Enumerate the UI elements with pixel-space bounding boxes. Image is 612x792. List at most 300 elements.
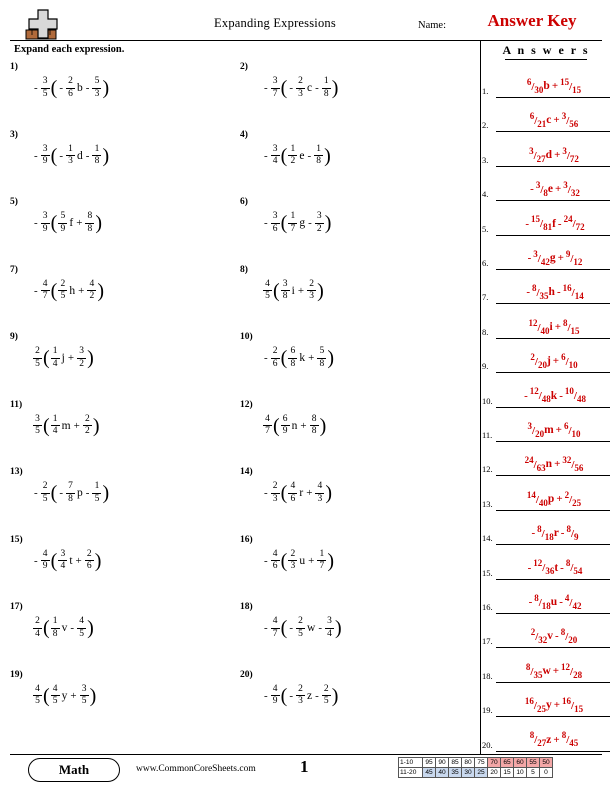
answer-fraction: $^8/_{20}$ bbox=[560, 627, 578, 646]
term-fraction: $\frac{5}{8}$ bbox=[317, 347, 326, 369]
answer-value: $^2/_{20}$ j + $^6/_{10}$ bbox=[530, 352, 578, 371]
answer-index: 18. bbox=[482, 670, 493, 681]
variable: f bbox=[69, 217, 74, 229]
answer-value: $^{12}/_{40}$ i + $^8/_{15}$ bbox=[528, 317, 580, 336]
problem-expression: $\frac{4}{5}$ ( $\frac{4}{5}$ y + $\frac{3}{5}$ ) bbox=[32, 666, 96, 726]
problem-number: 9) bbox=[10, 332, 18, 342]
problem-number: 20) bbox=[240, 669, 253, 680]
answer-fraction: $^8/_{54}$ bbox=[565, 558, 583, 577]
outer-fraction: $\frac{3}{5}$ bbox=[41, 77, 50, 99]
answer-variable: f bbox=[552, 217, 556, 230]
answer-row bbox=[482, 511, 610, 545]
problem-item bbox=[10, 58, 225, 120]
answer-fraction: $^{14}/_{40}$ bbox=[526, 489, 548, 508]
variable: z bbox=[307, 689, 313, 702]
answer-variable: t bbox=[554, 561, 559, 574]
answer-fraction: $^8/_{35}$ bbox=[525, 661, 543, 680]
answer-value: $^6/_{21}$ c + $^3/_{56}$ bbox=[529, 111, 579, 130]
variable: v bbox=[61, 622, 68, 634]
variable: d bbox=[77, 149, 83, 162]
variable: i bbox=[291, 284, 295, 297]
variable: u bbox=[299, 554, 306, 567]
variable: b bbox=[77, 82, 83, 94]
term-fraction: $\frac{2}{3}$ bbox=[307, 280, 316, 302]
answer-value: - $^3/_8$ e + $^3/_{32}$ bbox=[530, 180, 580, 199]
answer-index: 1. bbox=[482, 86, 489, 96]
problem-item bbox=[10, 328, 225, 390]
term-fraction: $\frac{6}{9}$ bbox=[281, 415, 290, 437]
answer-index: 15. bbox=[482, 567, 493, 578]
answer-value: $^{24}/_{63}$ n + $^{32}/_{56}$ bbox=[524, 455, 584, 474]
score-cell: 85 bbox=[449, 758, 462, 768]
outer-fraction: $\frac{3}{6}$ bbox=[271, 212, 280, 234]
outer-fraction: $\frac{2}{5}$ bbox=[41, 482, 50, 504]
score-cell: 90 bbox=[436, 758, 449, 768]
answer-value: - $^8/_{18}$ r - $^8/_9$ bbox=[531, 524, 579, 543]
answer-value: $^3/_{27}$ d + $^3/_{72}$ bbox=[529, 145, 579, 164]
answer-fraction: $^{12}/_{48}$ bbox=[529, 386, 551, 405]
answer-index: 11. bbox=[482, 430, 493, 440]
name-label: Name: bbox=[418, 20, 446, 31]
problem-expression: - $\frac{3}{5}$ ( - $\frac{2}{6}$ b - $\frac{5}{3}$ ) bbox=[34, 76, 110, 99]
score-cell: 35 bbox=[449, 768, 462, 778]
answer-index: 5. bbox=[482, 223, 489, 234]
variable: y bbox=[61, 689, 68, 702]
variable: w bbox=[307, 622, 316, 634]
answer-row bbox=[482, 683, 610, 717]
answers-heading-underline bbox=[505, 59, 587, 60]
problem-expression: - $\frac{2}{5}$ ( - $\frac{7}{8}$ p - $\frac{1}{5}$ ) bbox=[34, 481, 110, 504]
variable: n bbox=[291, 419, 298, 432]
term-fraction: $\frac{4}{5}$ bbox=[51, 685, 60, 707]
outer-fraction: $\frac{2}{4}$ bbox=[33, 617, 42, 639]
problem-item bbox=[240, 328, 455, 390]
answers-heading: A n s w e r s bbox=[502, 43, 590, 57]
answer-variable: e bbox=[547, 183, 553, 196]
problem-expression: - $\frac{4}{9}$ ( - $\frac{2}{3}$ z - $\frac{2}{5}$ ) bbox=[264, 683, 339, 707]
answer-list bbox=[482, 64, 610, 754]
answer-variable: g bbox=[549, 251, 556, 264]
problem-expression: - $\frac{3}{6}$ ( $\frac{1}{7}$ g - $\frac{3}{2}$ ) bbox=[264, 211, 332, 234]
answer-variable: i bbox=[549, 320, 553, 333]
term-fraction: $\frac{1}{5}$ bbox=[92, 482, 101, 504]
answer-row bbox=[482, 167, 610, 201]
answer-row bbox=[482, 718, 610, 752]
problem-item bbox=[10, 261, 225, 323]
answer-fraction: $^8/_{45}$ bbox=[561, 730, 579, 749]
term-fraction: $\frac{4}{2}$ bbox=[87, 280, 96, 302]
answer-variable: c bbox=[546, 114, 552, 127]
problem-number: 19) bbox=[10, 669, 23, 680]
score-cell: 70 bbox=[488, 758, 501, 768]
answer-row bbox=[482, 270, 610, 304]
outer-fraction: $\frac{4}{9}$ bbox=[41, 550, 50, 572]
answer-index: 4. bbox=[482, 189, 489, 200]
answer-fraction: $^3/_{42}$ bbox=[533, 248, 550, 267]
answer-fraction: $^3/_{32}$ bbox=[563, 180, 580, 199]
answer-index: 14. bbox=[482, 533, 493, 544]
score-cell: 25 bbox=[475, 768, 488, 778]
term-fraction: $\frac{2}{6}$ bbox=[85, 550, 94, 572]
term-fraction: $\frac{2}{3}$ bbox=[296, 685, 305, 707]
term-fraction: $\frac{1}{4}$ bbox=[51, 415, 60, 437]
term-fraction: $\frac{2}{2}$ bbox=[83, 415, 92, 437]
answer-column-divider bbox=[480, 40, 481, 754]
term-fraction: $\frac{2}{3}$ bbox=[288, 550, 297, 572]
answer-variable: j bbox=[546, 355, 551, 368]
variable: h bbox=[69, 284, 76, 297]
answer-fraction: $^8/_{35}$ bbox=[531, 283, 549, 302]
answer-row bbox=[482, 649, 610, 683]
problem-item bbox=[10, 126, 225, 188]
score-cell: 60 bbox=[514, 758, 527, 768]
term-fraction: $\frac{4}{3}$ bbox=[315, 482, 324, 504]
answer-row bbox=[482, 408, 610, 442]
outer-fraction: $\frac{4}{5}$ bbox=[33, 685, 42, 707]
problem-expression: $\frac{2}{4}$ ( $\frac{1}{8}$ v - $\frac{4}{5}$ ) bbox=[32, 598, 94, 658]
answer-row bbox=[482, 580, 610, 614]
answer-value: - $^8/_{18}$ u - $^4/_{42}$ bbox=[528, 592, 582, 611]
answer-value: $^3/_{20}$ m + $^6/_{10}$ bbox=[527, 420, 581, 439]
answer-index: 2. bbox=[482, 120, 489, 131]
problem-item bbox=[240, 396, 455, 458]
problem-expression: $\frac{2}{5}$ ( $\frac{1}{4}$ j + $\frac{3}{2}$ ) bbox=[32, 328, 94, 388]
answer-value: $^6/_{30}$ b + $^{15}/_{15}$ bbox=[526, 76, 582, 95]
problem-expression: - $\frac{2}{3}$ ( $\frac{4}{6}$ r + $\frac{4}{3}$ ) bbox=[264, 481, 333, 504]
outer-fraction: $\frac{2}{3}$ bbox=[271, 482, 280, 504]
answer-fraction: $^{12}/_{36}$ bbox=[533, 558, 555, 577]
answer-value: - $^3/_{42}$ g + $^9/_{12}$ bbox=[527, 248, 583, 267]
problem-item bbox=[240, 126, 455, 188]
answer-fraction: $^6/_{30}$ bbox=[526, 76, 544, 95]
problem-number: 6) bbox=[240, 197, 248, 207]
answer-value: $^8/_{35}$ w + $^{12}/_{28}$ bbox=[525, 661, 583, 680]
answer-index: 17. bbox=[482, 636, 493, 647]
answer-variable: d bbox=[545, 148, 553, 161]
answer-fraction: $^{10}/_{48}$ bbox=[564, 386, 586, 405]
answer-fraction: $^3/_{27}$ bbox=[529, 145, 546, 164]
answer-fraction: $^{15}/_{81}$ bbox=[531, 214, 553, 233]
score-cell: 50 bbox=[540, 758, 553, 768]
problem-expression: - $\frac{4}{7}$ ( - $\frac{2}{5}$ w - $\frac{3}{4}$ ) bbox=[264, 616, 342, 639]
problem-number: 1) bbox=[10, 62, 18, 72]
answer-value: $^{14}/_{40}$ p + $^2/_{25}$ bbox=[526, 489, 582, 508]
score-cell: 75 bbox=[475, 758, 488, 768]
term-fraction: $\frac{3}{4}$ bbox=[325, 617, 334, 639]
outer-fraction: $\frac{4}{7}$ bbox=[263, 415, 272, 437]
page-header bbox=[10, 8, 602, 42]
answer-index: 16. bbox=[482, 602, 493, 612]
term-fraction: $\frac{1}{8}$ bbox=[322, 77, 331, 99]
problem-item bbox=[240, 598, 455, 660]
problem-number: 5) bbox=[10, 197, 18, 207]
score-cell: 95 bbox=[423, 758, 436, 768]
term-fraction: $\frac{1}{8}$ bbox=[92, 145, 101, 167]
score-cell: 5 bbox=[527, 768, 540, 778]
score-range-label: 1-10 bbox=[399, 758, 423, 768]
answer-fraction: $^9/_{12}$ bbox=[565, 248, 583, 267]
score-cell: 40 bbox=[436, 768, 449, 778]
answer-value: - $^{12}/_{48}$ k - $^{10}/_{48}$ bbox=[524, 386, 586, 405]
score-cell: 10 bbox=[514, 768, 527, 778]
answer-row bbox=[482, 236, 610, 270]
term-fraction: $\frac{2}{5}$ bbox=[296, 617, 305, 639]
problem-item bbox=[10, 666, 225, 728]
answer-variable: k bbox=[550, 389, 558, 402]
answer-variable: w bbox=[542, 664, 551, 677]
problem-expression: - $\frac{4}{6}$ ( $\frac{2}{3}$ u + $\frac{1}{7}$ ) bbox=[264, 548, 334, 572]
answer-variable: y bbox=[545, 699, 552, 712]
problem-number: 2) bbox=[240, 62, 248, 72]
term-fraction: $\frac{3}{8}$ bbox=[281, 280, 290, 302]
answer-row bbox=[482, 98, 610, 132]
answer-fraction: $^6/_{21}$ bbox=[529, 111, 547, 130]
term-fraction: $\frac{6}{8}$ bbox=[288, 347, 297, 369]
variable: c bbox=[307, 82, 313, 94]
problem-item bbox=[10, 463, 225, 525]
score-cell: 30 bbox=[462, 768, 475, 778]
answer-line bbox=[496, 751, 610, 752]
problem-number: 14) bbox=[240, 467, 253, 477]
score-cell: 45 bbox=[423, 768, 436, 778]
term-fraction: $\frac{5}{9}$ bbox=[58, 212, 67, 234]
term-fraction: $\frac{2}{5}$ bbox=[58, 280, 67, 302]
answer-variable: r bbox=[553, 527, 559, 540]
answer-fraction: $^3/_8$ bbox=[535, 180, 548, 199]
answer-row bbox=[482, 133, 610, 167]
outer-fraction: $\frac{3}{7}$ bbox=[271, 77, 280, 99]
answer-row bbox=[482, 477, 610, 511]
term-fraction: $\frac{1}{4}$ bbox=[51, 347, 60, 369]
answer-variable: p bbox=[547, 492, 555, 505]
problem-number: 18) bbox=[240, 602, 253, 612]
answer-value: $^8/_{27}$ z + $^8/_{45}$ bbox=[529, 730, 579, 749]
header-divider bbox=[10, 40, 602, 41]
answer-fraction: $^3/_{20}$ bbox=[527, 420, 545, 439]
term-fraction: $\frac{4}{6}$ bbox=[288, 482, 297, 504]
score-cell: 55 bbox=[527, 758, 540, 768]
score-cell: 20 bbox=[488, 768, 501, 778]
answer-fraction: $^3/_{56}$ bbox=[561, 111, 579, 130]
math-plus-ruler-logo-icon bbox=[24, 8, 88, 42]
problem-expression: - $\frac{4}{7}$ ( $\frac{2}{5}$ h + $\frac{4}{2}$ ) bbox=[34, 278, 104, 302]
outer-fraction: $\frac{2}{6}$ bbox=[271, 347, 280, 369]
score-cell: 0 bbox=[540, 768, 553, 778]
term-fraction: $\frac{2}{5}$ bbox=[322, 685, 331, 707]
answer-variable: n bbox=[545, 458, 553, 471]
variable: m bbox=[61, 419, 71, 432]
answer-index: 7. bbox=[482, 292, 489, 303]
term-fraction: $\frac{1}{7}$ bbox=[288, 212, 297, 234]
answer-fraction: $^8/_{15}$ bbox=[562, 317, 580, 336]
answer-fraction: $^{12}/_{40}$ bbox=[528, 317, 550, 336]
problem-number: 13) bbox=[10, 467, 23, 477]
score-cell: 65 bbox=[501, 758, 514, 768]
problem-item bbox=[240, 58, 455, 120]
term-fraction: $\frac{4}{5}$ bbox=[77, 617, 86, 639]
term-fraction: $\frac{3}{2}$ bbox=[315, 212, 324, 234]
problem-item bbox=[10, 396, 225, 458]
outer-fraction: $\frac{4}{7}$ bbox=[271, 617, 280, 639]
answer-variable: u bbox=[550, 595, 558, 608]
website-url: www.CommonCoreSheets.com bbox=[136, 764, 256, 774]
problem-item bbox=[10, 193, 225, 255]
variable: k bbox=[299, 352, 306, 364]
outer-fraction: $\frac{4}{6}$ bbox=[271, 550, 280, 572]
term-fraction: $\frac{7}{8}$ bbox=[66, 482, 75, 504]
answer-index: 6. bbox=[482, 258, 489, 268]
problem-expression: $\frac{3}{5}$ ( $\frac{1}{4}$ m + $\frac{2}{2}$ ) bbox=[32, 396, 100, 456]
answer-fraction: $^6/_{10}$ bbox=[563, 420, 581, 439]
answer-row bbox=[482, 374, 610, 408]
score-range-label: 11-20 bbox=[399, 768, 423, 778]
outer-fraction: $\frac{4}{7}$ bbox=[41, 280, 50, 302]
answer-row bbox=[482, 442, 610, 476]
answer-index: 10. bbox=[482, 395, 493, 406]
page-title: Expanding Expressions bbox=[214, 16, 336, 30]
answer-value: $^2/_{32}$ v - $^8/_{20}$ bbox=[530, 627, 578, 646]
problem-item bbox=[240, 531, 455, 593]
answer-fraction: $^{24}/_{72}$ bbox=[563, 214, 585, 233]
term-fraction: $\frac{1}{2}$ bbox=[288, 145, 297, 167]
problem-item bbox=[10, 598, 225, 660]
problem-number: 8) bbox=[240, 264, 248, 275]
term-fraction: $\frac{2}{3}$ bbox=[296, 77, 305, 99]
answer-fraction: $^8/_9$ bbox=[566, 524, 579, 543]
problem-number: 15) bbox=[10, 534, 23, 545]
variable: g bbox=[299, 217, 306, 229]
footer-divider bbox=[10, 754, 602, 755]
answer-fraction: $^{16}/_{25}$ bbox=[524, 696, 546, 715]
answer-fraction: $^2/_{20}$ bbox=[530, 352, 547, 371]
problem-expression: - $\frac{3}{4}$ ( $\frac{1}{2}$ e - $\frac{1}{8}$ ) bbox=[264, 143, 331, 167]
answer-variable: z bbox=[546, 733, 552, 746]
term-fraction: $\frac{8}{8}$ bbox=[85, 212, 94, 234]
answer-fraction: $^8/_{18}$ bbox=[534, 592, 551, 611]
answer-fraction: $^4/_{42}$ bbox=[564, 592, 582, 611]
outer-fraction: $\frac{3}{9}$ bbox=[41, 145, 50, 167]
answer-value: - $^8/_{35}$ h - $^{16}/_{14}$ bbox=[526, 283, 584, 302]
answer-fraction: $^{24}/_{63}$ bbox=[524, 455, 546, 474]
subject-badge: Math bbox=[28, 758, 120, 782]
problem-number: 17) bbox=[10, 602, 23, 612]
variable: t bbox=[69, 554, 73, 567]
answer-index: 8. bbox=[482, 326, 489, 337]
problem-item bbox=[10, 531, 225, 593]
answer-row bbox=[482, 305, 610, 339]
variable: j bbox=[61, 352, 65, 364]
outer-fraction: $\frac{3}{9}$ bbox=[41, 212, 50, 234]
answer-row bbox=[482, 614, 610, 648]
answer-key-label: Answer Key bbox=[487, 11, 577, 30]
score-table bbox=[398, 757, 553, 778]
answer-index: 3. bbox=[482, 154, 489, 165]
term-fraction: $\frac{1}{8}$ bbox=[314, 145, 323, 167]
problem-list bbox=[10, 58, 460, 748]
problem-number: 16) bbox=[240, 534, 253, 545]
term-fraction: $\frac{5}{3}$ bbox=[92, 77, 101, 99]
variable: e bbox=[299, 149, 305, 162]
term-fraction: $\frac{8}{8}$ bbox=[310, 415, 319, 437]
answer-value: $^{16}/_{25}$ y + $^{16}/_{15}$ bbox=[524, 696, 584, 715]
answer-variable: m bbox=[544, 423, 554, 436]
problem-number: 4) bbox=[240, 129, 248, 140]
outer-fraction: $\frac{2}{5}$ bbox=[33, 347, 42, 369]
term-fraction: $\frac{2}{6}$ bbox=[66, 77, 75, 99]
variable: r bbox=[299, 487, 304, 499]
answer-row bbox=[482, 339, 610, 373]
term-fraction: $\frac{3}{2}$ bbox=[77, 347, 86, 369]
problem-expression: $\frac{4}{7}$ ( $\frac{6}{9}$ n + $\frac{8}{8}$ ) bbox=[262, 396, 326, 456]
answer-fraction: $^{16}/_{15}$ bbox=[562, 696, 584, 715]
outer-fraction: $\frac{3}{4}$ bbox=[271, 145, 280, 167]
variable: p bbox=[77, 487, 83, 499]
answer-fraction: $^{15}/_{15}$ bbox=[560, 76, 582, 95]
answer-fraction: $^2/_{32}$ bbox=[530, 627, 548, 646]
page-number: 1 bbox=[300, 757, 309, 776]
answer-variable: b bbox=[543, 79, 550, 92]
term-fraction: $\frac{3}{5}$ bbox=[80, 685, 89, 707]
answer-fraction: $^{12}/_{28}$ bbox=[561, 661, 583, 680]
answer-fraction: $^8/_{27}$ bbox=[529, 730, 547, 749]
outer-fraction: $\frac{4}{5}$ bbox=[263, 280, 272, 302]
score-cell: 80 bbox=[462, 758, 475, 768]
problem-item bbox=[240, 261, 455, 323]
outer-fraction: $\frac{4}{9}$ bbox=[271, 685, 280, 707]
answer-fraction: $^6/_{10}$ bbox=[561, 352, 578, 371]
problem-item bbox=[240, 666, 455, 728]
answer-variable: h bbox=[548, 286, 555, 299]
answer-variable: v bbox=[547, 630, 554, 643]
term-fraction: $\frac{1}{8}$ bbox=[51, 617, 60, 639]
score-cell: 15 bbox=[501, 768, 514, 778]
answer-index: 13. bbox=[482, 498, 493, 509]
term-fraction: $\frac{1}{7}$ bbox=[317, 550, 326, 572]
problem-expression: - $\frac{3}{7}$ ( - $\frac{2}{3}$ c - $\frac{1}{8}$ ) bbox=[264, 76, 339, 99]
problem-number: 7) bbox=[10, 264, 18, 275]
term-fraction: $\frac{3}{4}$ bbox=[58, 550, 67, 572]
problem-number: 10) bbox=[240, 332, 253, 342]
answer-fraction: $^3/_{72}$ bbox=[562, 145, 579, 164]
answer-index: 19. bbox=[482, 705, 493, 716]
outer-fraction: $\frac{3}{5}$ bbox=[33, 415, 42, 437]
problem-number: 12) bbox=[240, 399, 253, 410]
answer-index: 20. bbox=[482, 739, 493, 750]
instructions-text: Expand each expression. bbox=[14, 44, 125, 55]
answer-fraction: $^8/_{18}$ bbox=[537, 524, 554, 543]
problem-item bbox=[240, 463, 455, 525]
problem-expression: $\frac{4}{5}$ ( $\frac{3}{8}$ i + $\frac{2}{3}$ ) bbox=[262, 261, 324, 321]
problem-number: 3) bbox=[10, 129, 18, 140]
problem-expression: - $\frac{2}{6}$ ( $\frac{6}{8}$ k + $\frac{5}{8}$ ) bbox=[264, 346, 334, 369]
answer-row bbox=[482, 546, 610, 580]
answer-fraction: $^2/_{25}$ bbox=[564, 489, 582, 508]
answer-fraction: $^{32}/_{56}$ bbox=[562, 455, 584, 474]
answer-row bbox=[482, 202, 610, 236]
answer-value: - $^{15}/_{81}$ f - $^{24}/_{72}$ bbox=[525, 214, 585, 233]
problem-expression: - $\frac{3}{9}$ ( - $\frac{1}{3}$ d - $\frac{1}{8}$ ) bbox=[34, 143, 110, 167]
term-fraction: $\frac{1}{3}$ bbox=[66, 145, 75, 167]
answer-index: 12. bbox=[482, 464, 493, 475]
problem-expression: - $\frac{4}{9}$ ( $\frac{3}{4}$ t + $\frac{2}{6}$ ) bbox=[34, 548, 102, 572]
answer-fraction: $^{16}/_{14}$ bbox=[562, 283, 584, 302]
answer-value: - $^{12}/_{36}$ t - $^8/_{54}$ bbox=[527, 558, 583, 577]
problem-expression: - $\frac{3}{9}$ ( $\frac{5}{9}$ f + $\frac{8}{8}$ ) bbox=[34, 211, 103, 234]
answer-row bbox=[482, 64, 610, 98]
problem-number: 11) bbox=[10, 399, 23, 410]
problem-item bbox=[240, 193, 455, 255]
answer-index: 9. bbox=[482, 361, 489, 372]
